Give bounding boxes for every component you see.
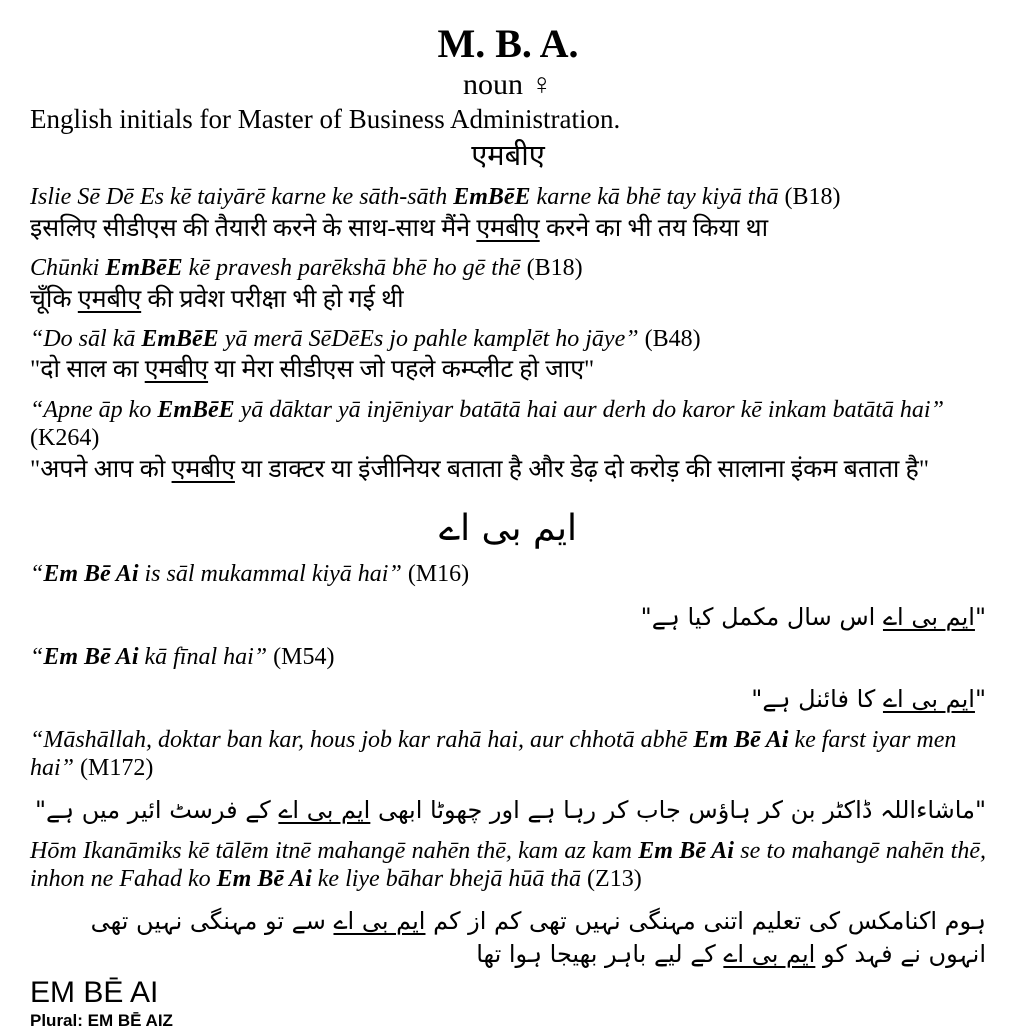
- roman-headword: EM BĒ AI: [30, 976, 159, 1010]
- citation-block: [30, 325, 986, 386]
- citation-urdu-translation: "ماشاءاللہ ڈاکٹر بن کر ہاؤس جاب کر رہا ہے اور چھوٹا ابھی ایم بی اے کے فرسٹ ائیر میں ہے": [34, 796, 986, 825]
- definition-text: English initials for Master of Business Administration.: [30, 104, 621, 134]
- citation-block: [30, 726, 986, 827]
- urdu-headword: ایم بی اے: [439, 508, 577, 550]
- citation-hindi-translation: इसलिए सीडीएस की तैयारी करने के साथ-साथ मैंने एमबीए करने का भी तय किया था: [30, 214, 769, 242]
- citation-hindi-translation: "अपने आप को एमबीए या डाक्टर या इंजीनियर बताता है और डेढ़ दो करोड़ की सालाना इंकम बताता है": [30, 455, 930, 483]
- citation-roman: “Māshāllah, doktar ban kar, hous job kar rahā hai, aur chhotā abhē Em Bē Ai ke farst iyar men hai” (M172): [30, 726, 957, 781]
- citation-hindi-translation: "दो साल का एमबीए या मेरा सीडीएस जो पहले कम्प्लीट हो जाए": [30, 356, 595, 384]
- citation-roman: Chūnki EmBēE kē pravesh parēkshā bhē ho gē thē (B18): [30, 255, 583, 282]
- citation-roman: Hōm Ikanāmiks kē tālēm itnē mahangē nahēn thē, kam az kam Em Bē Ai se to mahangē nahēn thē, inhon ne Fahad ko Em Bē Ai ke liye bāhar bhejā hūā thā (Z13): [30, 837, 986, 892]
- citation-urdu-translation: ہوم اکنامکس کی تعلیم اتنی مہنگی نہیں تھی کم از کم ایم بی اے سے تو مہنگی نہیں تھی انہوں نے فہد کو ایم بی اے کے لیے باہر بھیجا ہوا تھا: [90, 907, 986, 968]
- female-gender-icon: ♀: [530, 68, 553, 101]
- citation-roman: Islie Sē Dē Es kē taiyārē karne ke sāth-sāth EmBēE karne kā bhē tay kiyā thā (B18): [30, 184, 841, 211]
- citation-urdu-translation: "ایم بی اے کا فائنل ہے": [751, 685, 986, 714]
- hindi-headword: एमबीए: [471, 139, 545, 172]
- plural-note: Plural: EM BĒ AIZ: [30, 1011, 173, 1031]
- part-of-speech-label: noun: [463, 68, 523, 101]
- citation-roman: “Em Bē Ai kā fīnal hai” (M54): [30, 643, 335, 670]
- citation-roman: “Apne āp ko EmBēE yā dāktar yā injēniyar batātā hai aur derh do karor kē inkam batātā hai” (K264): [30, 396, 944, 452]
- citation-block: [30, 560, 986, 633]
- part-of-speech-line: [30, 68, 986, 101]
- citation-block: [30, 183, 986, 244]
- citation-block: [30, 837, 986, 970]
- citation-block: [30, 643, 986, 716]
- citation-block: [30, 254, 986, 315]
- citation-hindi-translation: चूँकि एमबीए की प्रवेश परीक्षा भी हो गई थी: [30, 285, 404, 313]
- headword-title: M. B. A.: [437, 21, 579, 66]
- citation-block: [30, 396, 986, 485]
- citation-roman: “Do sāl kā EmBēE yā merā SēDēEs jo pahle kamplēt ho jāye” (B48): [30, 326, 701, 353]
- citation-roman: “Em Bē Ai is sāl mukammal kiyā hai” (M16): [30, 561, 470, 588]
- citation-urdu-translation: "ایم بی اے اس سال مکمل کیا ہے": [640, 602, 986, 631]
